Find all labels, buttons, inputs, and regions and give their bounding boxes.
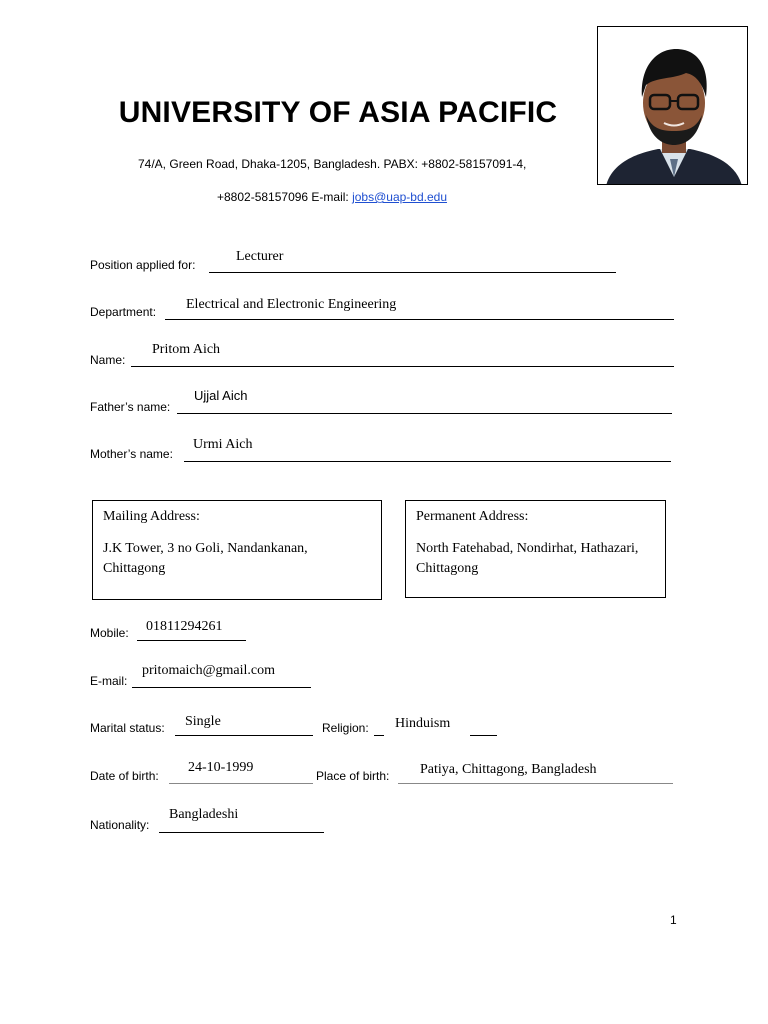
position-label: Position applied for: — [90, 258, 196, 272]
name-label: Name: — [90, 353, 126, 367]
nationality-label: Nationality: — [90, 818, 150, 832]
marital-status-value[interactable]: Single — [185, 714, 221, 729]
address-line-2-prefix: +8802-58157096 E-mail: — [217, 190, 353, 204]
mobile-label: Mobile: — [90, 626, 129, 640]
applicant-photo — [597, 26, 748, 185]
university-title: UNIVERSITY OF ASIA PACIFIC — [118, 96, 558, 129]
nationality-underline — [159, 832, 324, 833]
mother-name-label: Mother’s name: — [90, 447, 173, 461]
name-value[interactable]: Pritom Aich — [152, 342, 221, 357]
nationality-value[interactable]: Bangladeshi — [169, 807, 239, 822]
person-portrait-icon — [598, 27, 748, 185]
jobs-email-link[interactable]: jobs@uap-bd.edu — [352, 190, 448, 204]
marital-status-label: Marital status: — [90, 721, 165, 735]
religion-value[interactable]: Hinduism — [395, 716, 451, 731]
religion-label: Religion: — [322, 721, 369, 735]
address-line-2 — [217, 190, 447, 204]
date-of-birth-value[interactable]: 24-10-1999 — [188, 760, 254, 775]
email-underline — [132, 687, 311, 688]
mailing-address-box[interactable] — [92, 500, 382, 600]
permanent-address-label: Permanent Address: — [416, 509, 529, 524]
mailing-address-line1: J.K Tower, 3 no Goli, Nandankanan, — [103, 541, 308, 556]
department-label: Department: — [90, 305, 157, 319]
mother-name-value[interactable]: Urmi Aich — [193, 437, 253, 452]
mobile-value[interactable]: 01811294261 — [146, 619, 223, 634]
date-of-birth-underline — [169, 783, 313, 784]
email-value[interactable]: pritomaich@gmail.com — [142, 663, 276, 678]
religion-underline-right — [470, 735, 497, 736]
place-of-birth-underline — [398, 783, 673, 784]
department-underline — [165, 319, 674, 320]
date-of-birth-label: Date of birth: — [90, 769, 159, 783]
permanent-address-box[interactable] — [405, 500, 666, 598]
place-of-birth-value[interactable]: Patiya, Chittagong, Bangladesh — [420, 762, 597, 777]
place-of-birth-label: Place of birth: — [316, 769, 390, 783]
name-underline — [131, 366, 674, 367]
email-label: E-mail: — [90, 674, 128, 688]
page-number: 1 — [670, 913, 677, 927]
father-name-label: Father’s name: — [90, 400, 171, 414]
mailing-address-line2: Chittagong — [103, 561, 166, 576]
department-value[interactable]: Electrical and Electronic Engineering — [186, 297, 397, 312]
marital-status-underline — [175, 735, 313, 736]
permanent-address-line1: North Fatehabad, Nondirhat, Hathazari, — [416, 541, 639, 556]
religion-underline-left — [374, 735, 384, 736]
position-value[interactable]: Lecturer — [236, 249, 284, 264]
father-name-value[interactable]: Ujjal Aich — [194, 388, 248, 403]
mother-name-underline — [184, 461, 671, 462]
father-name-underline — [177, 413, 672, 414]
address-line-1: 74/A, Green Road, Dhaka-1205, Bangladesh. PABX: +8802-58157091-4, — [138, 157, 527, 171]
position-underline — [209, 272, 616, 273]
mobile-underline — [137, 640, 246, 641]
permanent-address-line2: Chittagong — [416, 561, 479, 576]
mailing-address-label: Mailing Address: — [103, 509, 200, 524]
